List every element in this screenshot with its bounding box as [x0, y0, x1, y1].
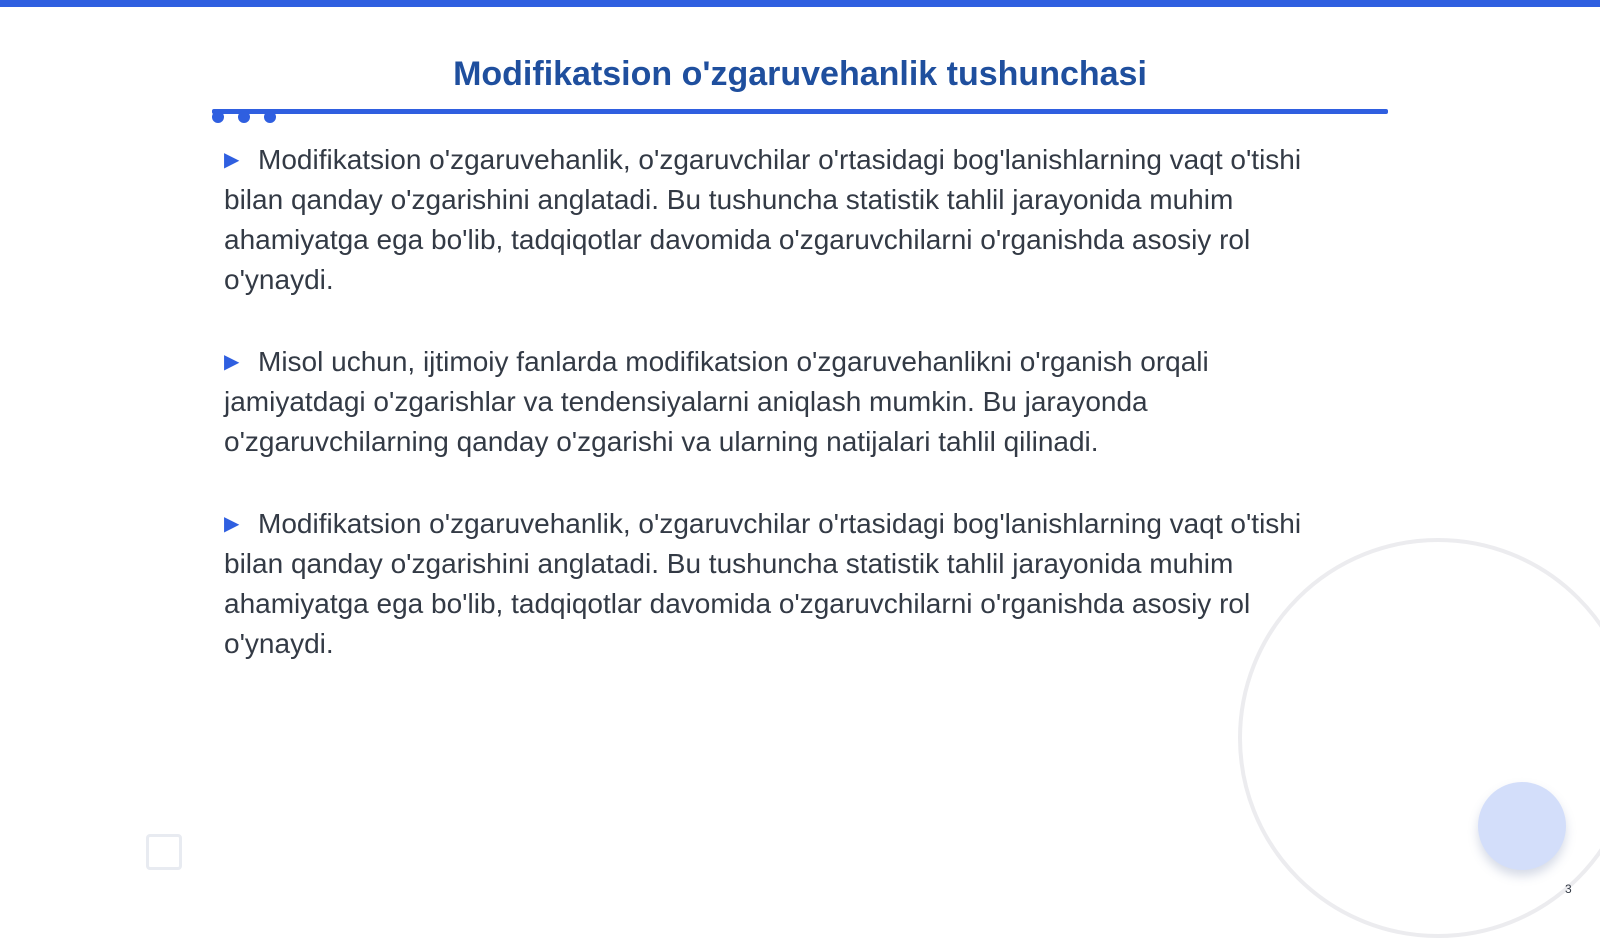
bullet-text: Modifikatsion o'zgaruvehanlik, o'zgaruvchilar o'rtasidagi bog'lanishlarning vaqt o'tishi bilan qanday o'zgarishini anglatadi. Bu tushuncha statistik tahlil jarayonida muhim ahamiyatga ega bo'lib, tadqiqotlar davomida o'zgaruvchilarni o'rganishda asosiy rol o'ynaydi.	[224, 144, 1302, 295]
bullet-text: Modifikatsion o'zgaruvehanlik, o'zgaruvchilar o'rtasidagi bog'lanishlarning vaqt o'tishi bilan qanday o'zgarishini anglatadi. Bu tushuncha statistik tahlil jarayonida muhim ahamiyatga ega bo'lib, tadqiqotlar davomida o'zgaruvchilarni o'rganishda asosiy rol o'ynaydi.	[224, 508, 1302, 659]
bullet-item	[224, 140, 1334, 300]
decor-dot	[212, 111, 224, 123]
decor-circle	[1478, 782, 1566, 870]
triangle-bullet-icon: ▶	[224, 351, 240, 373]
top-accent-bar	[0, 0, 1600, 7]
title-underline	[212, 109, 1388, 114]
page-number: 3	[1565, 882, 1572, 896]
bullet-text: Misol uchun, ijtimoiy fanlarda modifikatsion o'zgaruvehanlikni o'rganish orqali jamiyatdagi o'zgarishlar va tendensiyalarni aniqlash mumkin. Bu jarayonda o'zgaruvchilarning qanday o'zgarishi va ularning natijalari tahlil qilinadi.	[224, 346, 1209, 457]
decor-dot	[264, 111, 276, 123]
bullet-item	[224, 342, 1334, 462]
triangle-bullet-icon: ▶	[224, 149, 240, 171]
triangle-bullet-icon: ▶	[224, 513, 240, 535]
slide-title: Modifikatsion o'zgaruvehanlik tushunchasi	[453, 55, 1147, 93]
bullet-list	[224, 140, 1334, 706]
decor-dot	[238, 111, 250, 123]
bullet-item	[224, 504, 1334, 664]
decor-square	[146, 834, 182, 870]
